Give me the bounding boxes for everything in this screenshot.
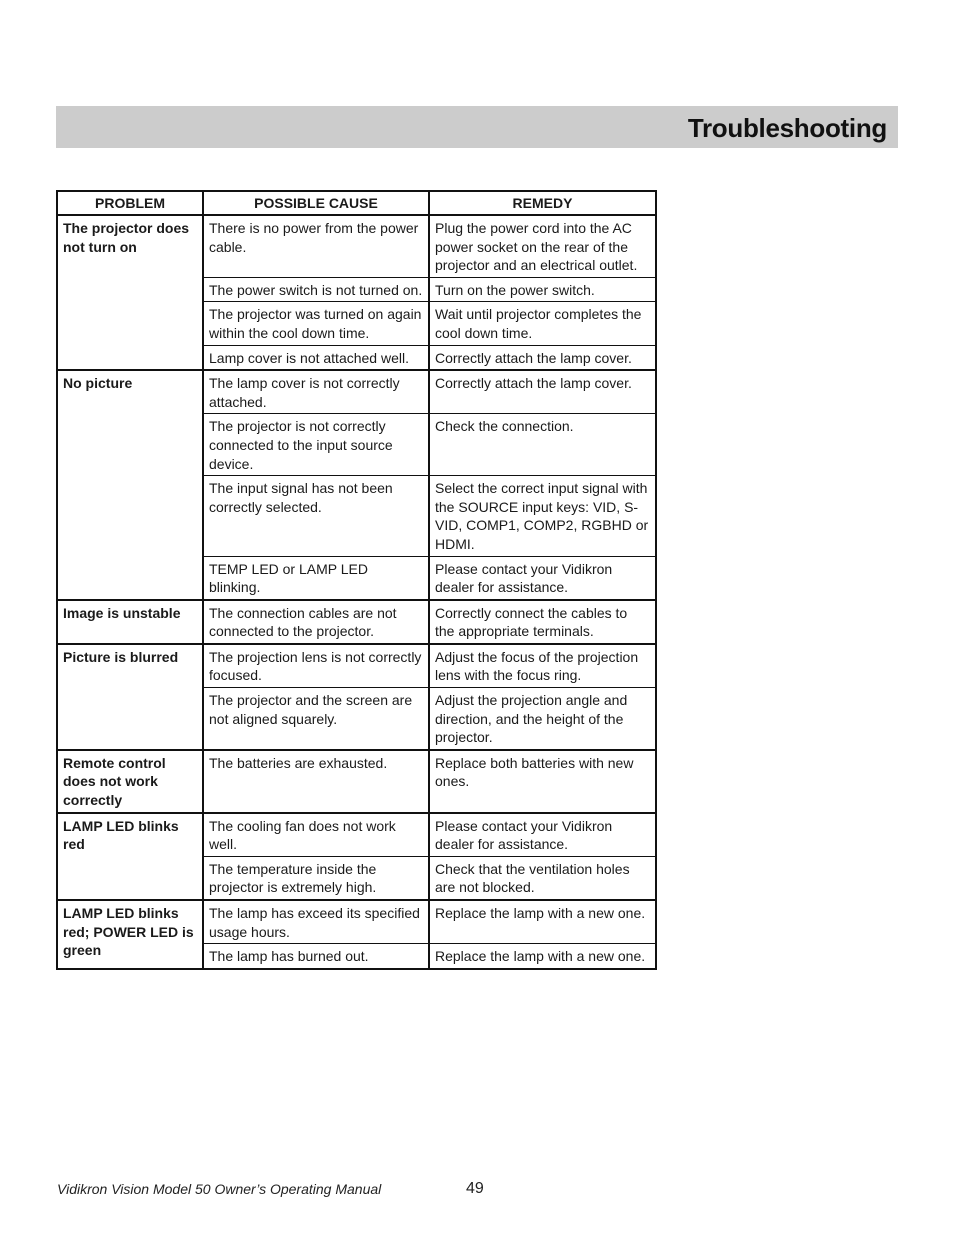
remedy-cell: Replace the lamp with a new one. — [429, 900, 656, 944]
remedy-cell: Check that the ventilation holes are not blocked. — [429, 856, 656, 900]
cause-cell: The batteries are exhausted. — [203, 750, 429, 813]
remedy-cell: Replace the lamp with a new one. — [429, 944, 656, 969]
remedy-cell: Please contact your Vidikron dealer for assistance. — [429, 556, 656, 600]
problem-cell: Picture is blurred — [57, 644, 203, 750]
cause-cell: The lamp cover is not correctly attached. — [203, 370, 429, 414]
remedy-cell: Select the correct input signal with the SOURCE input keys: VID, S-VID, COMP1, COMP2, RGBHD or HDMI. — [429, 476, 656, 556]
header-remedy: REMEDY — [429, 191, 656, 215]
page-number: 49 — [466, 1180, 484, 1197]
remedy-cell: Correctly connect the cables to the appropriate terminals. — [429, 600, 656, 644]
remedy-cell: Check the connection. — [429, 414, 656, 476]
remedy-cell: Correctly attach the lamp cover. — [429, 345, 656, 370]
problem-cell: Remote control does not work correctly — [57, 750, 203, 813]
remedy-cell: Correctly attach the lamp cover. — [429, 370, 656, 414]
problem-cell: LAMP LED blinks red — [57, 813, 203, 900]
remedy-cell: Turn on the power switch. — [429, 277, 656, 302]
table-row — [57, 600, 656, 644]
remedy-cell: Plug the power cord into the AC power socket on the rear of the projector and an electrical outlet. — [429, 215, 656, 277]
cause-cell: Lamp cover is not attached well. — [203, 345, 429, 370]
table-header-row — [57, 191, 656, 215]
table-row — [57, 813, 656, 857]
cause-cell: The temperature inside the projector is extremely high. — [203, 856, 429, 900]
remedy-cell: Adjust the focus of the projection lens with the focus ring. — [429, 644, 656, 688]
cause-cell: There is no power from the power cable. — [203, 215, 429, 277]
cause-cell: TEMP LED or LAMP LED blinking. — [203, 556, 429, 600]
table-row — [57, 900, 656, 944]
table-row — [57, 750, 656, 813]
table-row — [57, 644, 656, 688]
remedy-cell: Adjust the projection angle and direction, and the height of the projector. — [429, 688, 656, 750]
problem-cell: Image is unstable — [57, 600, 203, 644]
cause-cell: The power switch is not turned on. — [203, 277, 429, 302]
table-row — [57, 370, 656, 414]
table-row — [57, 215, 656, 277]
cause-cell: The lamp has exceed its specified usage hours. — [203, 900, 429, 944]
problem-cell: The projector does not turn on — [57, 215, 203, 370]
cause-cell: The input signal has not been correctly selected. — [203, 476, 429, 556]
cause-cell: The projection lens is not correctly focused. — [203, 644, 429, 688]
remedy-cell: Replace both batteries with new ones. — [429, 750, 656, 813]
cause-cell: The projector was turned on again within the cool down time. — [203, 302, 429, 345]
cause-cell: The projector and the screen are not aligned squarely. — [203, 688, 429, 750]
header-problem: PROBLEM — [57, 191, 203, 215]
title-bar — [56, 106, 898, 148]
remedy-cell: Wait until projector completes the cool down time. — [429, 302, 656, 345]
header-possible-cause: POSSIBLE CAUSE — [203, 191, 429, 215]
cause-cell: The cooling fan does not work well. — [203, 813, 429, 857]
cause-cell: The connection cables are not connected to the projector. — [203, 600, 429, 644]
footer-manual-title: Vidikron Vision Model 50 Owner’s Operating Manual — [57, 1181, 382, 1197]
cause-cell: The projector is not correctly connected to the input source device. — [203, 414, 429, 476]
cause-cell: The lamp has burned out. — [203, 944, 429, 969]
problem-cell: No picture — [57, 370, 203, 600]
problem-cell: LAMP LED blinks red; POWER LED is green — [57, 900, 203, 969]
remedy-cell: Please contact your Vidikron dealer for assistance. — [429, 813, 656, 857]
troubleshooting-table — [56, 190, 657, 970]
page-title: Troubleshooting — [687, 113, 887, 143]
